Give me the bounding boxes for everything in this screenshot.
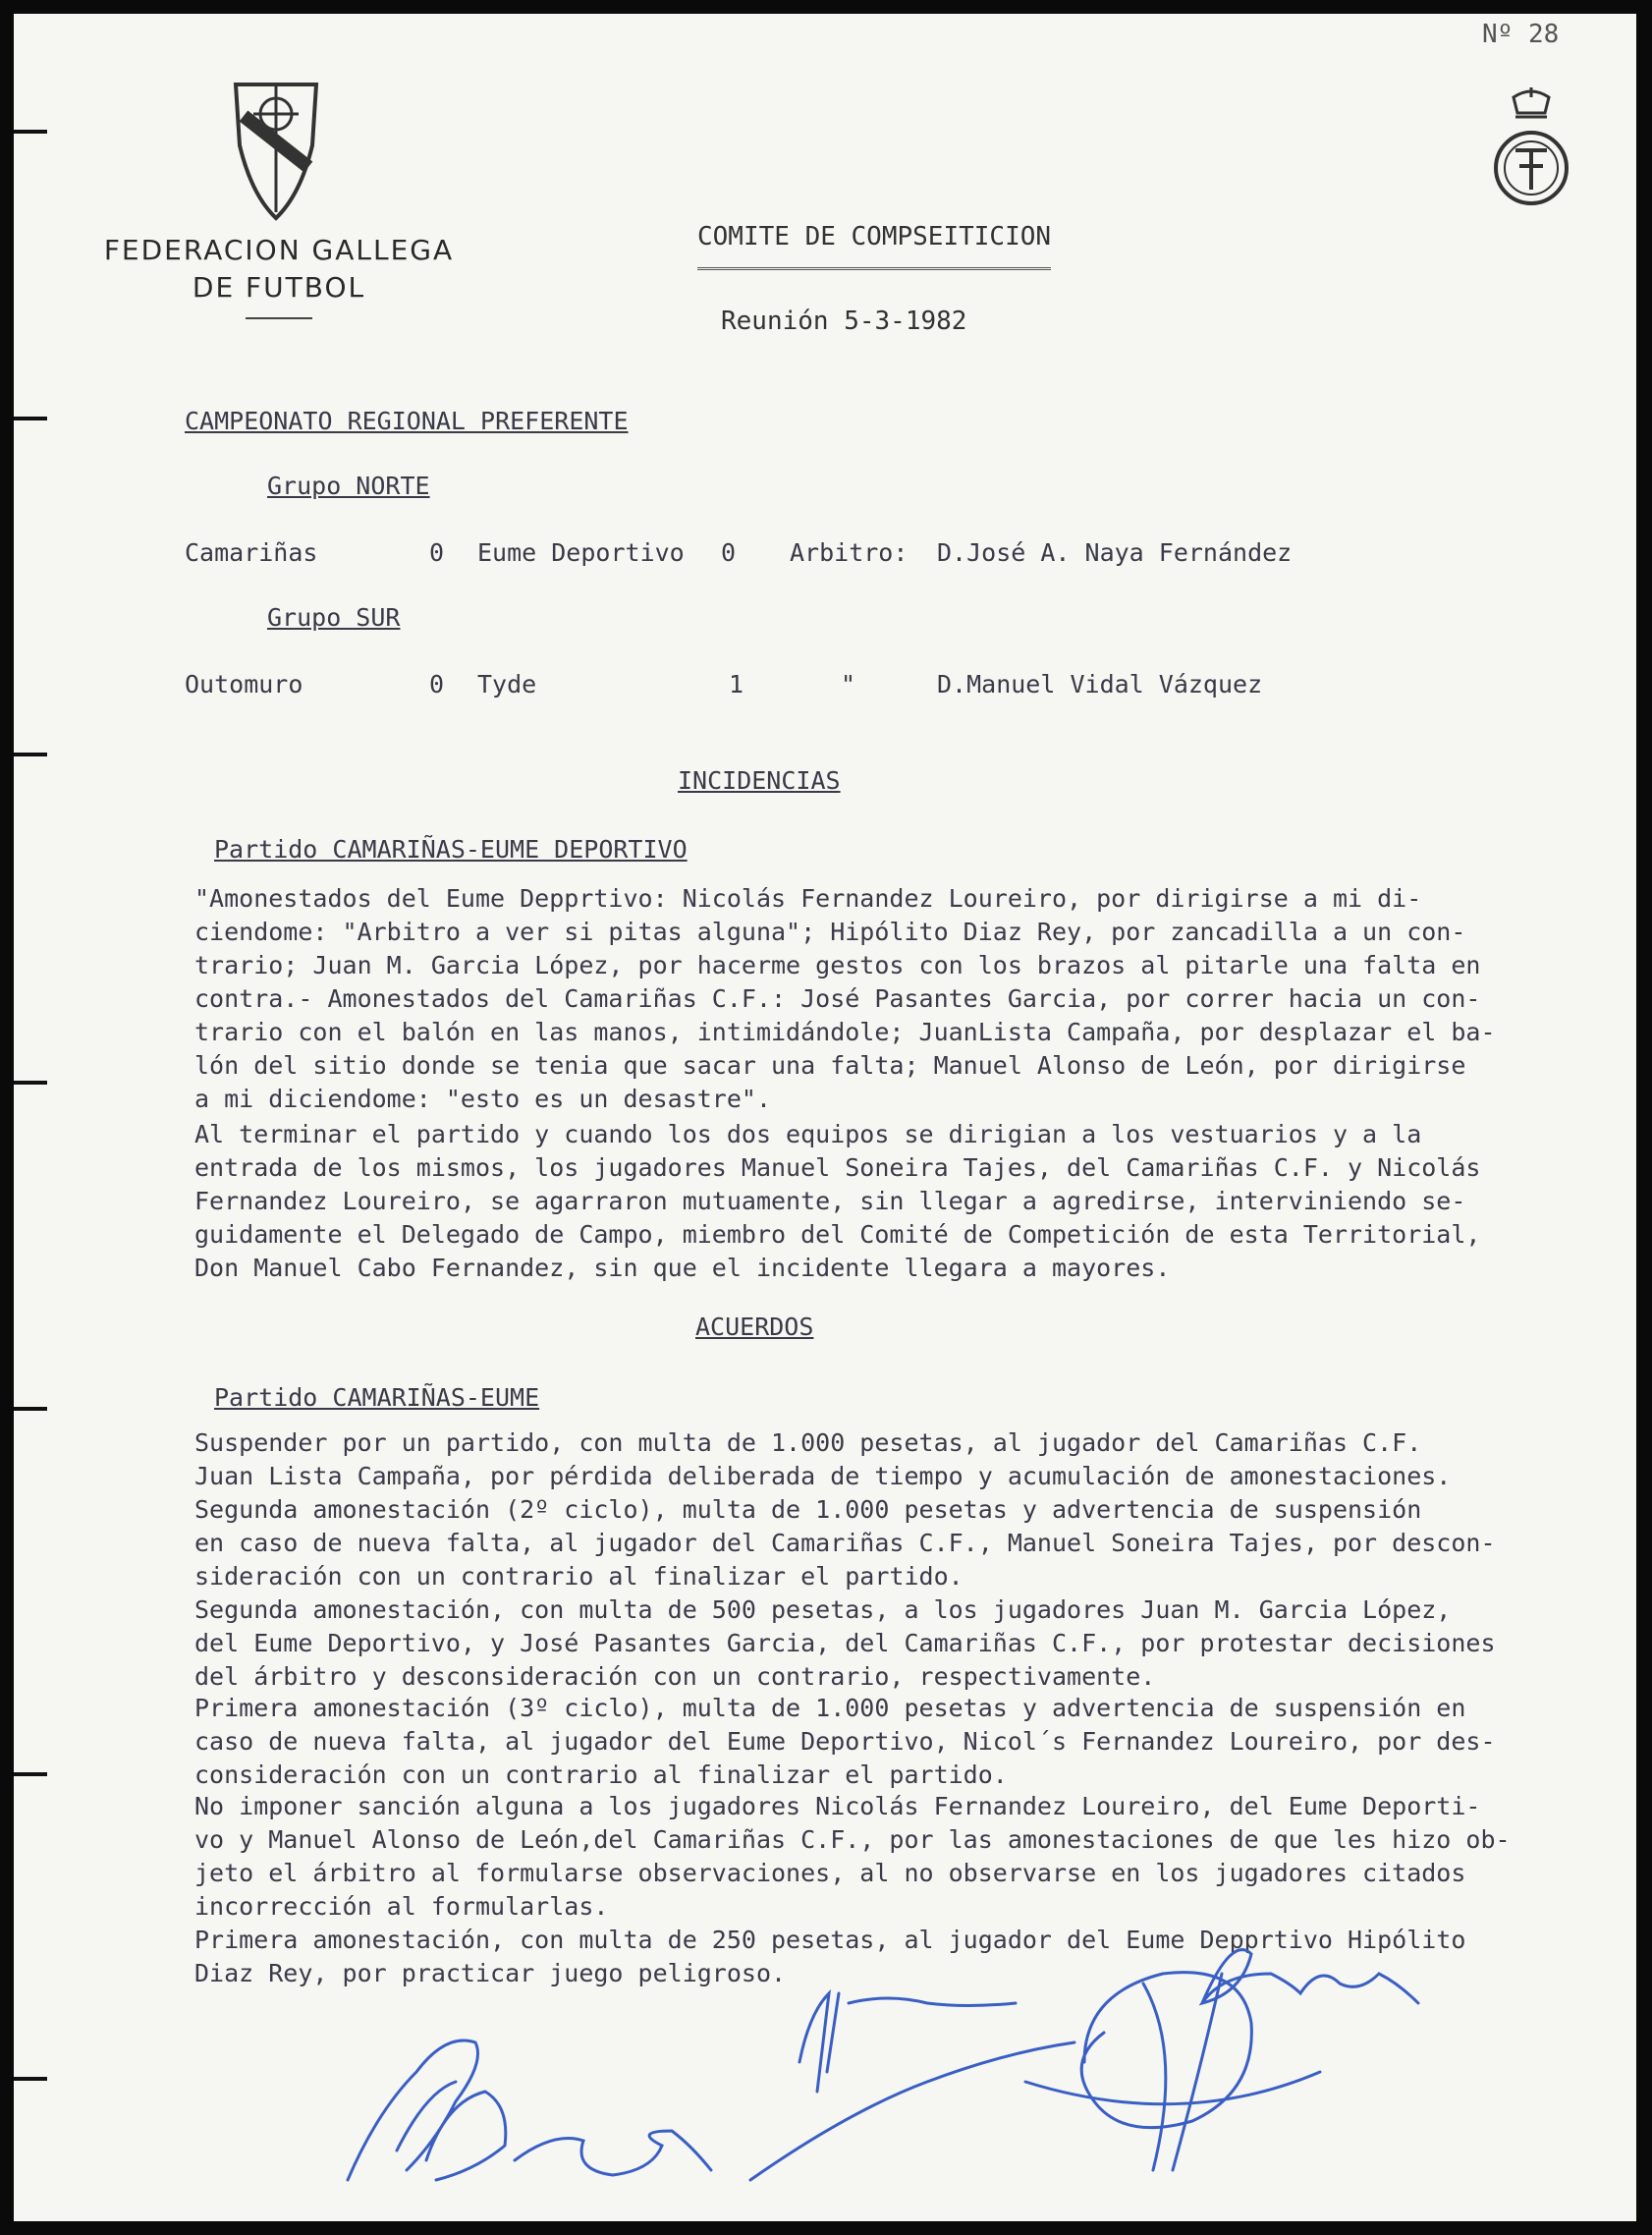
- home-score: 0: [429, 670, 445, 698]
- agreement-paragraph: Primera amonestación (3º ciclo), multa de 1.000 pesetas y advertencia de suspensión en caso de nueva falta, al jugador del Eume Deportivo, Nicol´s Fernandez Loureiro, por des- consideración con un contrario al finalizar el partido.: [194, 1694, 1496, 1789]
- document-page: [14, 14, 1636, 2221]
- federation-name: [83, 232, 475, 307]
- binder-punch-mark: [14, 130, 47, 134]
- signature-2: [515, 2131, 711, 2175]
- incidents-title: INCIDENCIAS: [678, 766, 841, 795]
- agreement-paragraph: Suspender por un partido, con multa de 1.000 pesetas, al jugador del Camariñas C.F. Juan Lista Campaña, por pérdida deliberada de tiempo y acumulación de amonestaciones.: [194, 1428, 1452, 1490]
- signature-4: [1025, 1973, 1320, 2170]
- agreement-paragraph: Segunda amonestación, con multa de 500 pesetas, a los jugadores Juan M. Garcia López, del Eume Deportivo, y José Pasantes Garcia, del Camariñas C.F., por protestar decisiones del árbitro y desconsideración con un contrario, respectivamente.: [194, 1595, 1496, 1691]
- federation-underline: [246, 317, 312, 319]
- meeting-date: Reunión 5-3-1982: [721, 307, 967, 336]
- agreement-paragraph: Primera amonestación, con multa de 250 pesetas, al jugador del Eume Depprtivo Hipólito Diaz Rey, por practicar juego peligroso.: [194, 1926, 1466, 1987]
- royal-crest-icon: [1492, 87, 1570, 215]
- signature-5: [1202, 1950, 1418, 2003]
- binder-punch-mark: [14, 753, 47, 756]
- home-team: Camariñas: [185, 538, 318, 567]
- referee-label: ": [841, 670, 856, 698]
- signature-3: [750, 1993, 1074, 2180]
- championship-title: CAMPEONATO REGIONAL PREFERENTE: [185, 407, 629, 435]
- home-team: Outomuro: [185, 670, 303, 698]
- incident-paragraph: Al terminar el partido y cuando los dos equipos se dirigian a los vestuarios y a la entrada de los mismos, los jugadores Manuel Soneira Tajes, del Camariñas C.F. y Nicolás Fernandez Loureiro, se agarraron mutuamente, sin llegar a agredirse, interviniendo se- guidamente el Delegado de Campo, miembro del Comité de Competición de esta Territorial, Don Manuel Cabo Fernandez, sin que el incidente llegara a mayores.: [194, 1120, 1481, 1282]
- agreement-paragraph: No imponer sanción alguna a los jugadores Nicolás Fernandez Loureiro, del Eume Deporti- vo y Manuel Alonso de León,del Camariñas C.F., por las amonestaciones de que les hizo ob- jeto el árbitro al formularse observaciones, al no observarse en los jugadores citados incorrección al formularlas.: [194, 1792, 1511, 1921]
- binder-punch-mark: [14, 1407, 47, 1411]
- away-score: 0: [721, 538, 737, 567]
- group-north-label: Grupo NORTE: [267, 472, 430, 500]
- group-south-label: Grupo SUR: [267, 603, 401, 632]
- binder-punch-mark: [14, 417, 47, 420]
- signature-1: [348, 2040, 506, 2180]
- referee-label: Arbitro:: [790, 538, 909, 567]
- agreements-title: ACUERDOS: [695, 1313, 814, 1341]
- away-team: Tyde: [477, 670, 537, 698]
- signatures: [338, 1934, 1546, 2200]
- referee-name: D.José A. Naya Fernández: [937, 538, 1293, 567]
- agreements-match-title: Partido CAMARIÑAS-EUME: [214, 1383, 540, 1412]
- away-score: 1: [729, 670, 744, 698]
- referee-name: D.Manuel Vidal Vázquez: [937, 670, 1263, 698]
- incident-paragraph: "Amonestados del Eume Depprtivo: Nicolás Fernandez Loureiro, por dirigirse a mi di- ciendome: "Arbitro a ver si pitas alguna"; Hipólito Diaz Rey, por zancadilla a un con- trario; Juan M. Garcia López, por hacerme gestos con los brazos al pitarle una falta en contra.- Amonestados del Camariñas C.F.: José Pasantes Garcia, por correr hacia un con- trario con el balón en las manos, intimidándole; JuanLista Campaña, por desplazar el ba- lón del sitio donde se tenia que sacar una falta; Manuel Alonso de León, por dirigirse a mi diciendome: "esto es un desastre".: [194, 884, 1496, 1113]
- federation-name-line1: FEDERACION GALLEGA: [103, 234, 455, 266]
- away-team: Eume Deportivo: [477, 538, 685, 567]
- committee-heading: COMITE DE COMPSEITICION: [697, 222, 1052, 251]
- binder-punch-mark: [14, 1772, 47, 1776]
- committee-heading-rule: [697, 267, 1051, 270]
- incidents-match-title: Partido CAMARIÑAS-EUME DEPORTIVO: [214, 835, 688, 864]
- binder-punch-mark: [14, 2077, 47, 2081]
- agreement-paragraph: Segunda amonestación (2º ciclo), multa de 1.000 pesetas y advertencia de suspensión en caso de nueva falta, al jugador del Camariñas C.F., Manuel Soneira Tajes, por descon- sideración con un contrario al finalizar el partido.: [194, 1495, 1496, 1591]
- home-score: 0: [429, 538, 445, 567]
- federation-name-line2: DE FUTBOL: [192, 271, 366, 304]
- federation-shield-icon: [222, 77, 330, 224]
- document-number: Nº 28: [1482, 20, 1560, 49]
- binder-punch-mark: [14, 1081, 47, 1085]
